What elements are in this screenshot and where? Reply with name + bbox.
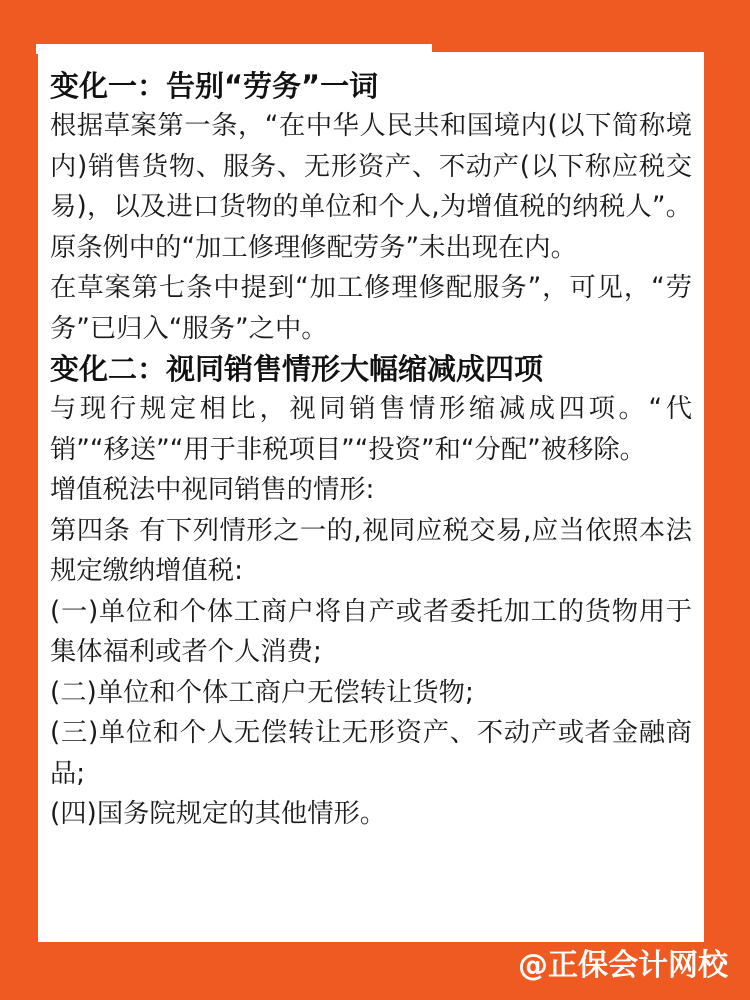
section2-heading: 变化二：视同销售情形大幅缩减成四项: [50, 352, 544, 386]
article4-item-3: (三)单位和个人无偿转让无形资产、不动产或者金融商品;: [50, 718, 692, 789]
article4-item-1: (一)单位和个体工商户将自产或者委托加工的货物用于集体福利或者个人消费;: [50, 596, 692, 667]
section1-heading: 变化一：告别“劳务”一词: [50, 69, 379, 103]
section2-paragraph-1: 与现行规定相比，视同销售情形缩减成四项。“代销”“移送”“用于非税项目”“投资”和“分配”被移除。: [50, 394, 692, 465]
section1-paragraph-2: 在草案第七条中提到“加工修理修配服务”，可见，“劳务”已归入“服务”之中。: [50, 273, 692, 344]
content-card: [38, 52, 704, 942]
article4-item-2: (二)单位和个体工商户无偿转让货物;: [50, 677, 474, 708]
article4-item-4: (四)国务院规定的其他情形。: [50, 799, 387, 829]
article4-intro: 第四条 有下列情形之一的,视同应税交易,应当依照本法规定缴纳增值税:: [50, 515, 692, 586]
section2-paragraph-2: 增值税法中视同销售的情形:: [50, 475, 375, 505]
brand-watermark: @正保会计网校: [518, 948, 728, 983]
section1-paragraph-1: 根据草案第一条，“在中华人民共和国境内(以下简称境内)销售货物、服务、无形资产、不动产(以下称应税交易)，以及进口货物的单位和个人,为增值税的纳税人”。原条例中的“加工修理修配劳务”未出现在内。: [50, 111, 692, 263]
